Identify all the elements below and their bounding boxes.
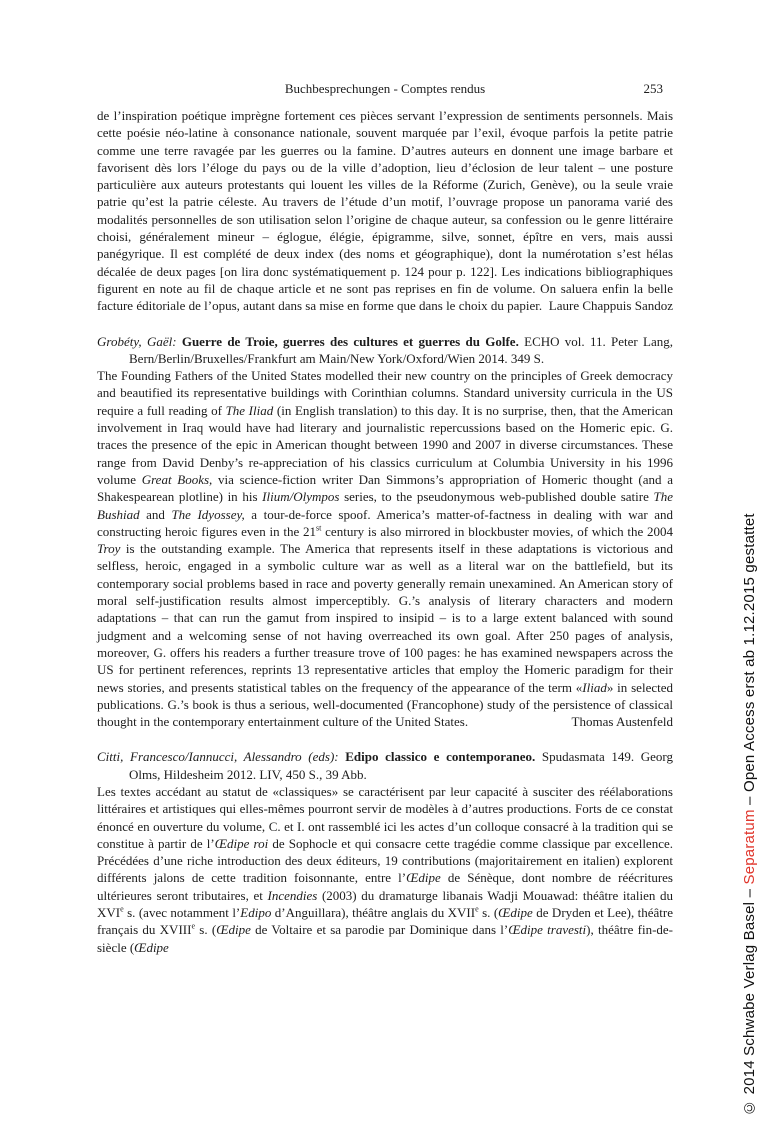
review-3-heading: Citti, Francesco/Iannucci, Alessandro (eds): Edipo classico e contemporaneo. Spudasmata 149. Georg Olms, Hildesheim 2012. LIV, 450 S., 39 Abb. — [97, 749, 673, 782]
review-3-body: Les textes accédant au statut de «classiques» se caractérisent par leur capacité à susciter des réélaborations littéraires et artistiques qui elles-mêmes pourront servir de modèles à d’autres productions. Forts de ce constat énoncé en ouverture du volume, C. et I. ont rassemblé ici les actes d’un colloque consacré à la tradition qui se constitue à partir de l’Œdipe roi de Sophocle et qui consacre cette tragédie comme classique par excellence. Précédées d’une riche introduction des deux éditeurs, 19 contributions (majoritairement en italien) explorent différents jalons de cette tradition foisonnante, entre l’Œdipe de Sénèque, dont nombre de réécritures ultérieures seront tributaires, et Incendies (2003) du dramaturge libanais Wadji Mouawad: théâtre italien du XVIe s. (avec notamment l’Edipo d’Anguillara), théâtre anglais du XVIIe s. (Œdipe de Dryden et Lee), théâtre français du XVIIIe s. (Œdipe de Voltaire et sa parodie par Dominique dans l’Œdipe travesti), théâtre fin-de-siècle (Œdipe — [97, 783, 673, 955]
separatum-text: Separatum — [741, 809, 758, 885]
review-2 — [97, 333, 673, 731]
copyright-text-prefix: © 2014 Schwabe Verlag Basel – — [741, 884, 758, 1116]
page-number: 253 — [643, 81, 663, 96]
review-3 — [97, 748, 673, 956]
review-1-signature: Laure Chappuis Sandoz — [548, 298, 673, 314]
review-2-body: The Founding Fathers of the United States modelled their new country on the principles of Greek democracy and beautified its representative buildings with Corinthian columns. Standard university curricula in the US require a full reading of The Iliad (in English translation) to this day. It is no surprise, then, that the American involvement in Iraq would have had literary and journalistic repercussions based on the Homeric epic. G. traces the presence of the epic in American thought between 1990 and 2007 in diverse circumstances. These range from David Denby’s re-appreciation of his classics curriculum at Columbia University in his 1996 volume Great Books, via science-fiction writer Dan Simmons’s appropriation of Homeric thought (and a Shakespearean plotline) in his Ilium/Olympos series, to the pseudonymous web-published double satire The Bushiad and The Idyossey, a tour-de-force spoof. America’s matter-of-factness in dealing with war and constructing heroic figures even in the 21st century is also mirrored in blockbuster movies, of which the 2004 Troy is the outstanding example. The America that represents itself in these adaptations is victorious and selfless, heroic, engaged in a symbolic culture war as well as a literal war on the battlefield, but its contemporary social problems based in race and poverty generally remain unexamined. An American story of moral self-justification results almost imperceptibly. G.’s analysis of literary characters and modern adaptations – that can run the gamut from inspired to insipid – is to a large extent balanced with sound judgment and a welcoming sense of not having overreached its own goal. After 250 pages of analysis, moreover, G. offers his readers a further treasure trove of 100 pages: he has examined newspapers across the US for pertinent references, reprints 13 representative articles that employ the Homeric paradigm for their news stories, and presents statistical tables on the frequency of the appearance of the term «Iliad» in selected publications. G.’s book is thus a serious, well-documented (Francophone) study of the persistence of classical thought in the contemporary entertainment culture of the United States. — [97, 368, 674, 730]
copyright-sidebar — [741, 0, 758, 1116]
review-2-signature: Thomas Austenfeld — [571, 714, 673, 730]
running-head — [97, 80, 673, 97]
review-2-heading: Grobéty, Gaël: Guerre de Troie, guerres des cultures et guerres du Golfe. ECHO vol. 11. Peter Lang, Bern/Berlin/Bruxelles/Frankfurt am Main/New York/Oxford/Wien 2014. 349 S. — [97, 333, 673, 366]
review-1-body: de l’inspiration poétique imprègne fortement ces pièces servant l’expression de sentiments personnels. Mais cette poésie néo-latine à consonance nationale, souvent marquée par l’exil, évoque parfois la petite patrie comme une terre ravagée par les guerres ou la famine. D’autres auteurs en donnent une image barbare et favorisent dès lors l’éloge du pays ou de la ville d’adoption, lieu d’éclosion de leur talent – une posture particulière aux auteurs protestants qui louent les villes de la Réforme (Zurich, Genève), ou la seule vraie patrie qu’est la patrie céleste. Au travers de l’étude d’un motif, l’ouvrage propose un panorama varié des modalités personnelles de son utilisation selon l’origine de chaque auteur, sa confession ou le genre littéraire choisi, généralement mineur – églogue, élégie, épigramme, silve, sonnet, épître en vers, mais aussi panégyrique. Il est complété de deux index (des noms et géographique), dont la numérotation s’est hélas décalée de deux pages [on lira donc systématiquement p. 124 pour p. 122]. Les indications bibliographiques figurent en note au fil de chaque article et ne sont pas reprises en fin de volume. On saluera enfin la belle facture éditoriale de l’opus, autant dans sa mise en forme que dans le choix du papier. — [97, 108, 673, 314]
running-head-title: Buchbesprechungen - Comptes rendus — [284, 81, 486, 96]
copyright-text-suffix: – Open Access erst ab 1.12.2015 gestattet — [741, 513, 758, 805]
review-1 — [97, 107, 673, 315]
